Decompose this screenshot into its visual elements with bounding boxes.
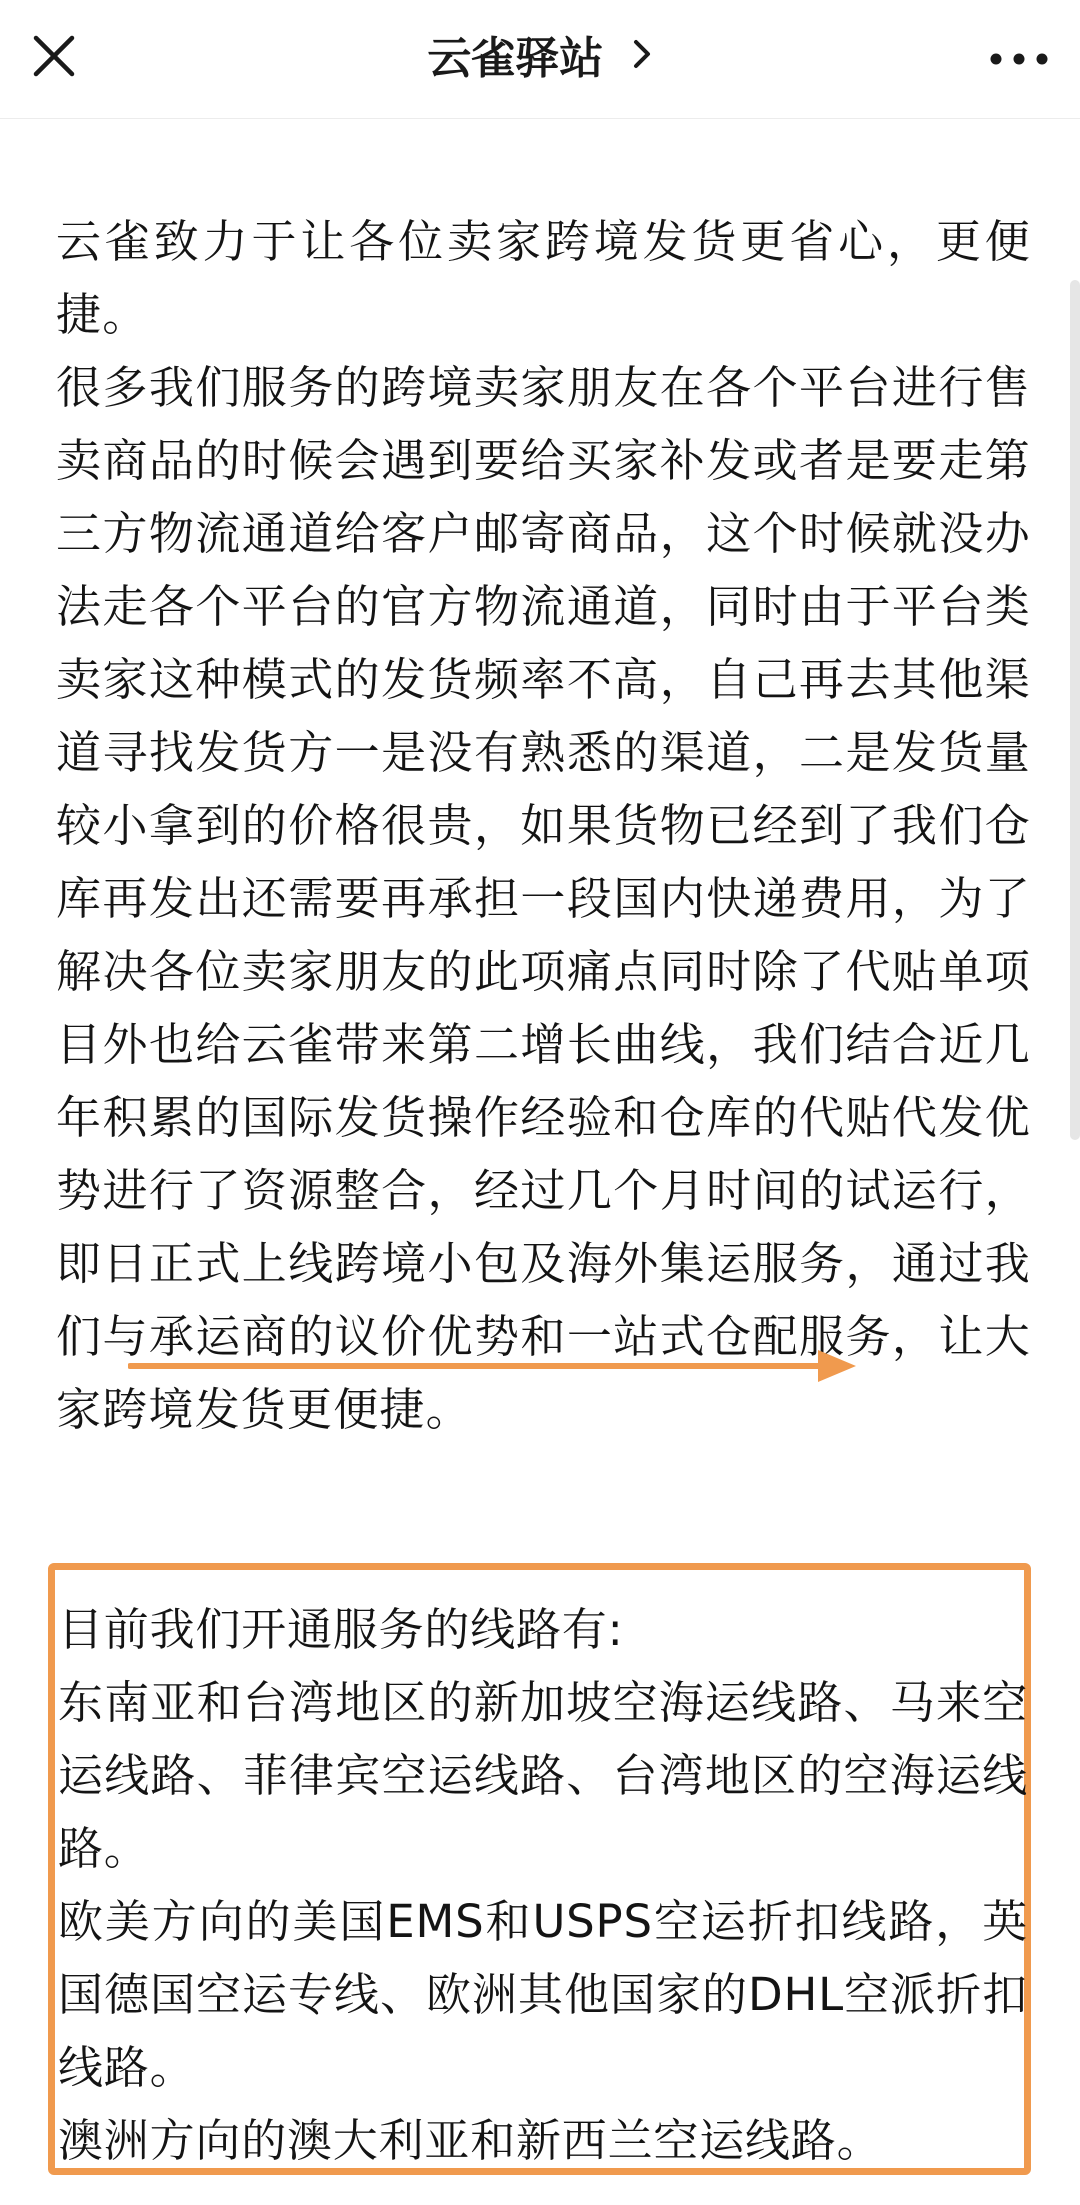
route-australia: 澳洲方向的澳大利亚和新西兰空运线路。 [58, 2114, 883, 2167]
route-southeast-asia: 东南亚和台湾地区的新加坡空海运线路、马来空运线路、菲律宾空运线路、台湾地区的空海运线路。 [58, 1676, 1028, 1875]
article-paragraph-main: 很多我们服务的跨境卖家朋友在各个平台进行售卖商品的时候会遇到要给买家补发或者是要走第三方物流通道给客户邮寄商品，这个时候就没办法走各个平台的官方物流通道，同时由于平台类卖家这种模式的发货频率不高，自己再去其他渠道寻找发货方一是没有熟悉的渠道，二是发货量较小拿到的价格很贵，如果货物已经到了我们仓库再发出还需要再承担一段国内快递费用，为了解决各位卖家朋友的此项痛点同时除了代贴单项目外也给云雀带来第二增长曲线，我们结合近几年积累的国际发货操作经验和仓库的代贴代发优势进行了资源整合，经过几个月时间的试运行，即日正式上线跨境小包及海外集运服务，通过我们与承运商的议价优势和一站式仓配服务，让大家跨境发货更便捷。 [56, 361, 1031, 1436]
more-options-button[interactable] [984, 34, 1054, 84]
account-title-link[interactable] [0, 0, 1080, 118]
page-title: 云雀驿站 [427, 33, 604, 84]
article-body [56, 205, 1031, 1446]
highlight-arrow-annotation [128, 1346, 858, 1386]
chevron-right-icon [631, 0, 653, 116]
routes-intro: 目前我们开通服务的线路有: [58, 1603, 624, 1656]
route-europe-america: 欧美方向的美国EMS和USPS空运折扣线路，英国德国空运专线、欧洲其他国家的DHL空派折扣线路。 [58, 1895, 1028, 2094]
article-paragraph-intro: 云雀致力于让各位卖家跨境发货更省心，更便捷。 [56, 215, 1031, 341]
more-dots-icon [984, 34, 1054, 84]
scrollbar[interactable] [1070, 280, 1080, 1140]
routes-list [58, 1593, 1028, 2177]
top-navigation-bar [0, 0, 1080, 119]
